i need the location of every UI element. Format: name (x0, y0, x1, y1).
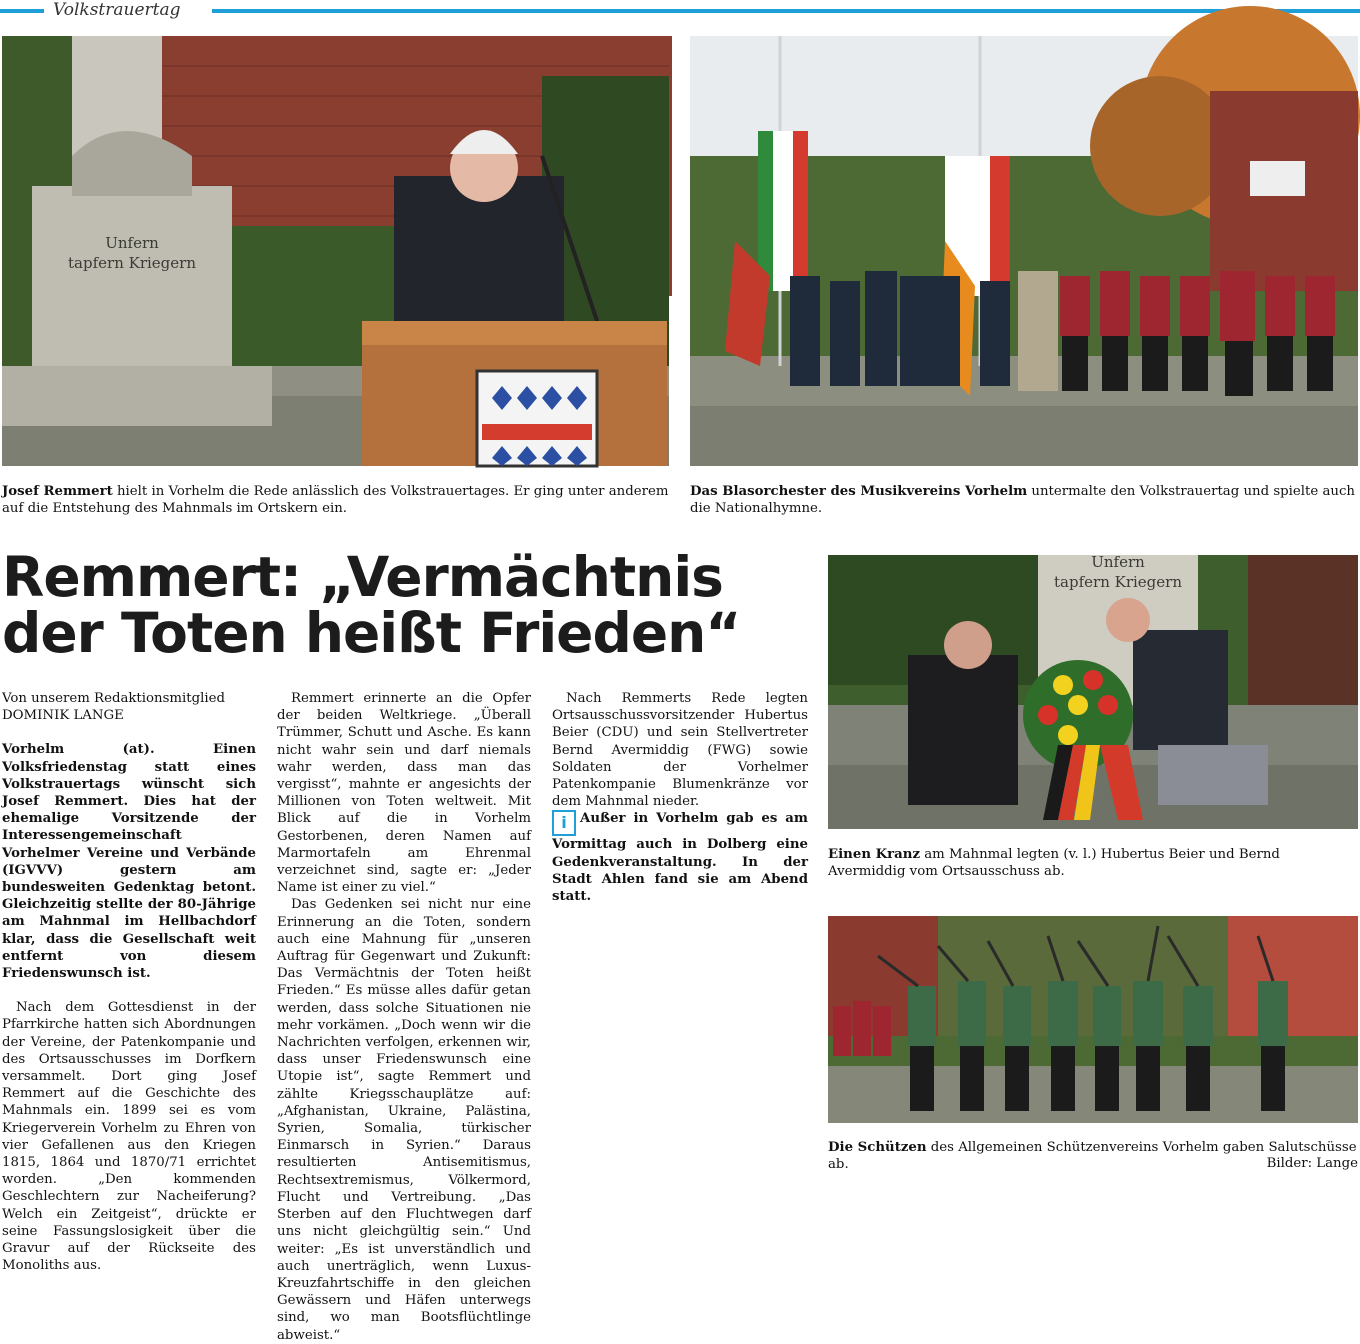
caption-speaker-bold: Josef Remmert (2, 484, 113, 499)
caption-shooters-bold: Die Schützen (828, 1140, 927, 1155)
shooters-scene (828, 916, 1358, 1123)
caption-speaker (2, 483, 669, 517)
info-note (552, 810, 808, 905)
paragraph-2: Remmert erinnerte an die Opfer der beiden Weltkriege. „Überall Trümmer, Schutt und Asche. Es kann nicht wahr sein und darf niemals wahr werden, dass man das vergisst“, mahnte er angesichts der Millionen von Toten weltweit. Mit Blick auf die in Vorhelm Gestorbenen, deren Namen auf Marmortafeln am Ehrenmal verzeichnet sind, sagte er: „Jeder Name ist einer zu viel.“ (277, 691, 531, 896)
monument-text-wreath-2: tapfern Kriegern (1054, 573, 1182, 591)
photo-wreath (828, 555, 1358, 829)
caption-orchestra (690, 483, 1358, 517)
article-column-2 (277, 690, 531, 1343)
section-label: Volkstrauertag (53, 0, 181, 20)
caption-orchestra-bold: Das Blasorchester des Musikvereins Vorhelm (690, 484, 1028, 499)
byline-line-2: DOMINIK LANGE (2, 708, 124, 724)
headline (2, 545, 812, 665)
monument-text-1: Unfern (105, 234, 159, 252)
info-icon: i (552, 810, 576, 836)
byline-line-1: Von unserem Redaktionsmitglied (2, 691, 226, 706)
paragraph-1: Nach dem Gottesdienst in der Pfarrkirche hatten sich Abordnungen der Vereine, der Patenkompanie und des Ortsausschusses im Dorfkern versammelt. Dort ging Josef Remmert auf die Geschichte des Mahnmals ein. 1899 sei es vom Kriegerverein Vorhelm zu Ehren von vier Gefallenen aus den Kriegen 1815, 1864 und 1870/71 errichtet worden. „Den kommenden Geschlechtern zur Nacheiferung? Welch ein Zeitgeist“, drückte er seine Fassungslosigkeit über die Gravur auf der Rückseite des Monoliths aus. (2, 1000, 256, 1274)
caption-speaker-text: hielt in Vorhelm die Rede anlässlich des Volkstrauertages. Er ging unter anderem auf die Entstehung des Mahnmals im Ortskern ein. (2, 484, 669, 516)
article-column-3 (552, 690, 808, 1175)
paragraph-4: Nach Remmerts Rede legten Ortsausschussvorsitzender Hubertus Beier (CDU) und sein Stellvertreter Bernd Avermiddig (FWG) sowie Soldaten der Vorhelmer Patenkompanie Blumenkränze vor dem Mahnmal nieder. (552, 691, 808, 810)
photo-shooters (828, 916, 1358, 1123)
photo-speaker (2, 36, 669, 466)
monument-text-2: tapfern Kriegern (68, 254, 196, 272)
lead-paragraph: Vorhelm (at). Einen Volksfriedenstag statt eines Volkstrauertags wünscht sich Josef Remmert. Dies hat der ehemalige Vorsitzende der Interessengemeinschaft Vorhelmer Vereine und Verbände (IGVVV) gestern am bundesweiten Gedenktag betont. Gleichzeitig stellte der 80-Jährige am Mahnmal im Hellbachdorf klar, dass die Gesellschaft weit entfernt von diesem Friedenswunsch ist. (2, 742, 256, 982)
caption-wreath-bold: Einen Kranz (828, 847, 921, 862)
info-text: Außer in Vorhelm gab es am Vormittag auch in Dolberg eine Gedenkveranstaltung. In der Stadt Ahlen fand sie am Abend statt. (552, 811, 808, 905)
headline-line-2: der Toten heißt Frieden“ (2, 601, 741, 665)
speaker-scene (2, 36, 669, 466)
paragraph-3: Das Gedenken sei nicht nur eine Erinnerung an die Toten, sondern auch eine Mahnung für „unseren Auftrag für Gegenwart und Zukunft: Das Vermächtnis der Toten heißt Frieden.“ Es müsse alles dafür getan werden, dass solche Situationen nie mehr vorkämen. „Doch wenn wir die Nachrichten verfolgen, erkennen wir, dass unser Friedenswunsch eine Utopie ist“, sagte Remmert und zählte Kriegsschauplätze auf: „Afghanistan, Ukraine, Palästina, Syrien, Somalia, türkischer Einmarsch in Syrien.“ Daraus resultierten Antisemitismus, Rechtsextremismus, Völkermord, Flucht und Vertreibung. „Das Sterben auf den Fluchtwegen darf uns nicht gleichgültig sein.“ Und weiter: „Es ist unverständlich und auch unerträglich, wenn Luxus-Kreuzfahrtschiffe in den gleichen Gewässern und Häfen unterwegs sind, wo man Bootsflüchtlinge abweist.“ (277, 897, 531, 1343)
caption-wreath (828, 846, 1358, 880)
photo-credit: Bilder: Lange (1266, 1156, 1358, 1171)
caption-wreath-text: am Mahnmal legten (v. l.) Hubertus Beier und Bernd Avermiddig vom Ortsausschuss ab. (828, 847, 1280, 879)
photo-orchestra (690, 36, 1358, 466)
section-rule-left (0, 9, 44, 13)
headline-line-1: Remmert: „Vermächtnis (2, 545, 723, 609)
caption-orchestra-text: untermalte den Volkstrauertag und spielte auch die Nationalhymne. (690, 484, 1355, 516)
caption-shooters-text: des Allgemeinen Schützenvereins Vorhelm gaben Salutschüsse ab. (828, 1140, 1357, 1172)
article-column-1 (2, 690, 256, 1274)
wreath-scene (828, 555, 1358, 829)
orchestra-scene (690, 36, 1358, 466)
monument-text-wreath-1: Unfern (1091, 553, 1145, 571)
section-rule-right (212, 9, 1360, 13)
